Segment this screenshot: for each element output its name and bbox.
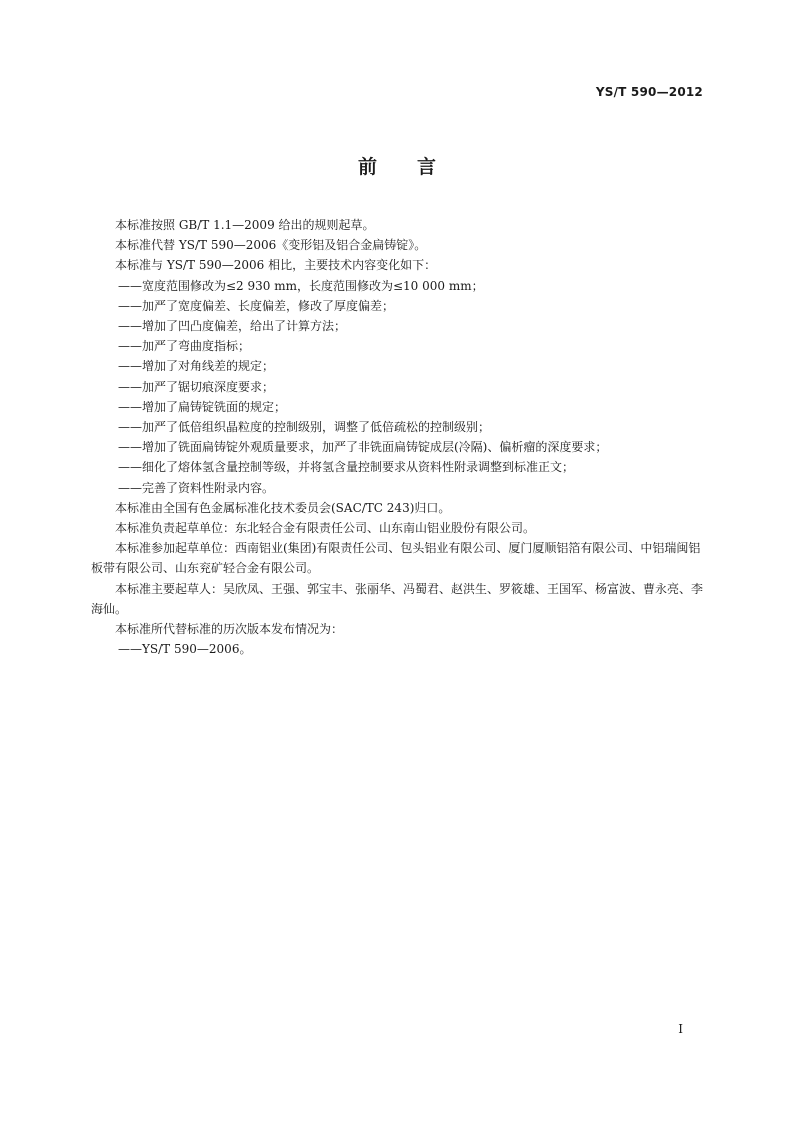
page-title: 前言: [357, 156, 476, 178]
paragraph-managing-committee: 本标准由全国有色金属标准化技术委员会(SAC/TC 243)归口。: [115, 500, 451, 515]
paragraph-history-intro: 本标准所代替标准的历次版本发布情况为：: [115, 622, 344, 637]
paragraph-changes-intro: 本标准与 YS/T 590—2006 相比，主要技术内容变化如下：: [115, 258, 437, 273]
change-item: ——加严了宽度偏差、长度偏差，修改了厚度偏差；: [118, 298, 395, 313]
change-item: ——完善了资料性附录内容。: [118, 480, 275, 495]
change-item: ——加严了弯曲度指标；: [118, 339, 251, 354]
change-item: ——增加了对角线差的规定；: [118, 359, 275, 374]
paragraph-replaces: 本标准代替 YS/T 590—2006《变形铝及铝合金扁铸锭》。: [115, 238, 427, 253]
change-item: ——细化了熔体氢含量控制等级，并将氢含量控制要求从资料性附录调整到标准正文；: [118, 460, 575, 475]
paragraph-main-drafters: 本标准主要起草人：吴欣凤、王强、郭宝丰、张丽华、冯蜀君、赵洪生、罗筱雄、王国军、杨富波、曹永亮、李海仙。: [91, 581, 704, 616]
change-item: ——增加了扁铸锭铣面的规定；: [118, 399, 287, 414]
paragraph-participating-drafters: 本标准参加起草单位：西南铝业(集团)有限责任公司、包头铝业有限公司、厦门厦顺铝箔有限公司、中铝瑞闽铝板带有限公司、山东兖矿轻合金有限公司。: [91, 541, 701, 576]
change-item: ——增加了铣面扁铸锭外观质量要求，加严了非铣面扁铸锭成层(冷隔)、偏析瘤的深度要求；: [118, 440, 608, 455]
change-item: ——增加了凹凸度偏差，给出了计算方法；: [118, 319, 347, 334]
paragraph-drafting-rules: 本标准按照 GB/T 1.1—2009 给出的规则起草。: [115, 218, 375, 232]
history-item: ——YS/T 590—2006。: [118, 642, 252, 657]
standard-code: YS/T 590—2012: [595, 85, 703, 99]
foreword-content: [91, 215, 703, 659]
paragraph-lead-drafters: 本标准负责起草单位：东北轻合金有限责任公司、山东南山铝业股份有限公司。: [115, 521, 536, 536]
page-number: I: [678, 1022, 683, 1036]
change-item: ——加严了锯切痕深度要求；: [118, 379, 275, 394]
change-item: ——加严了低倍组织晶粒度的控制级别，调整了低倍疏松的控制级别；: [118, 420, 491, 435]
change-item: ——宽度范围修改为≤2 930 mm，长度范围修改为≤10 000 mm；: [118, 278, 484, 293]
